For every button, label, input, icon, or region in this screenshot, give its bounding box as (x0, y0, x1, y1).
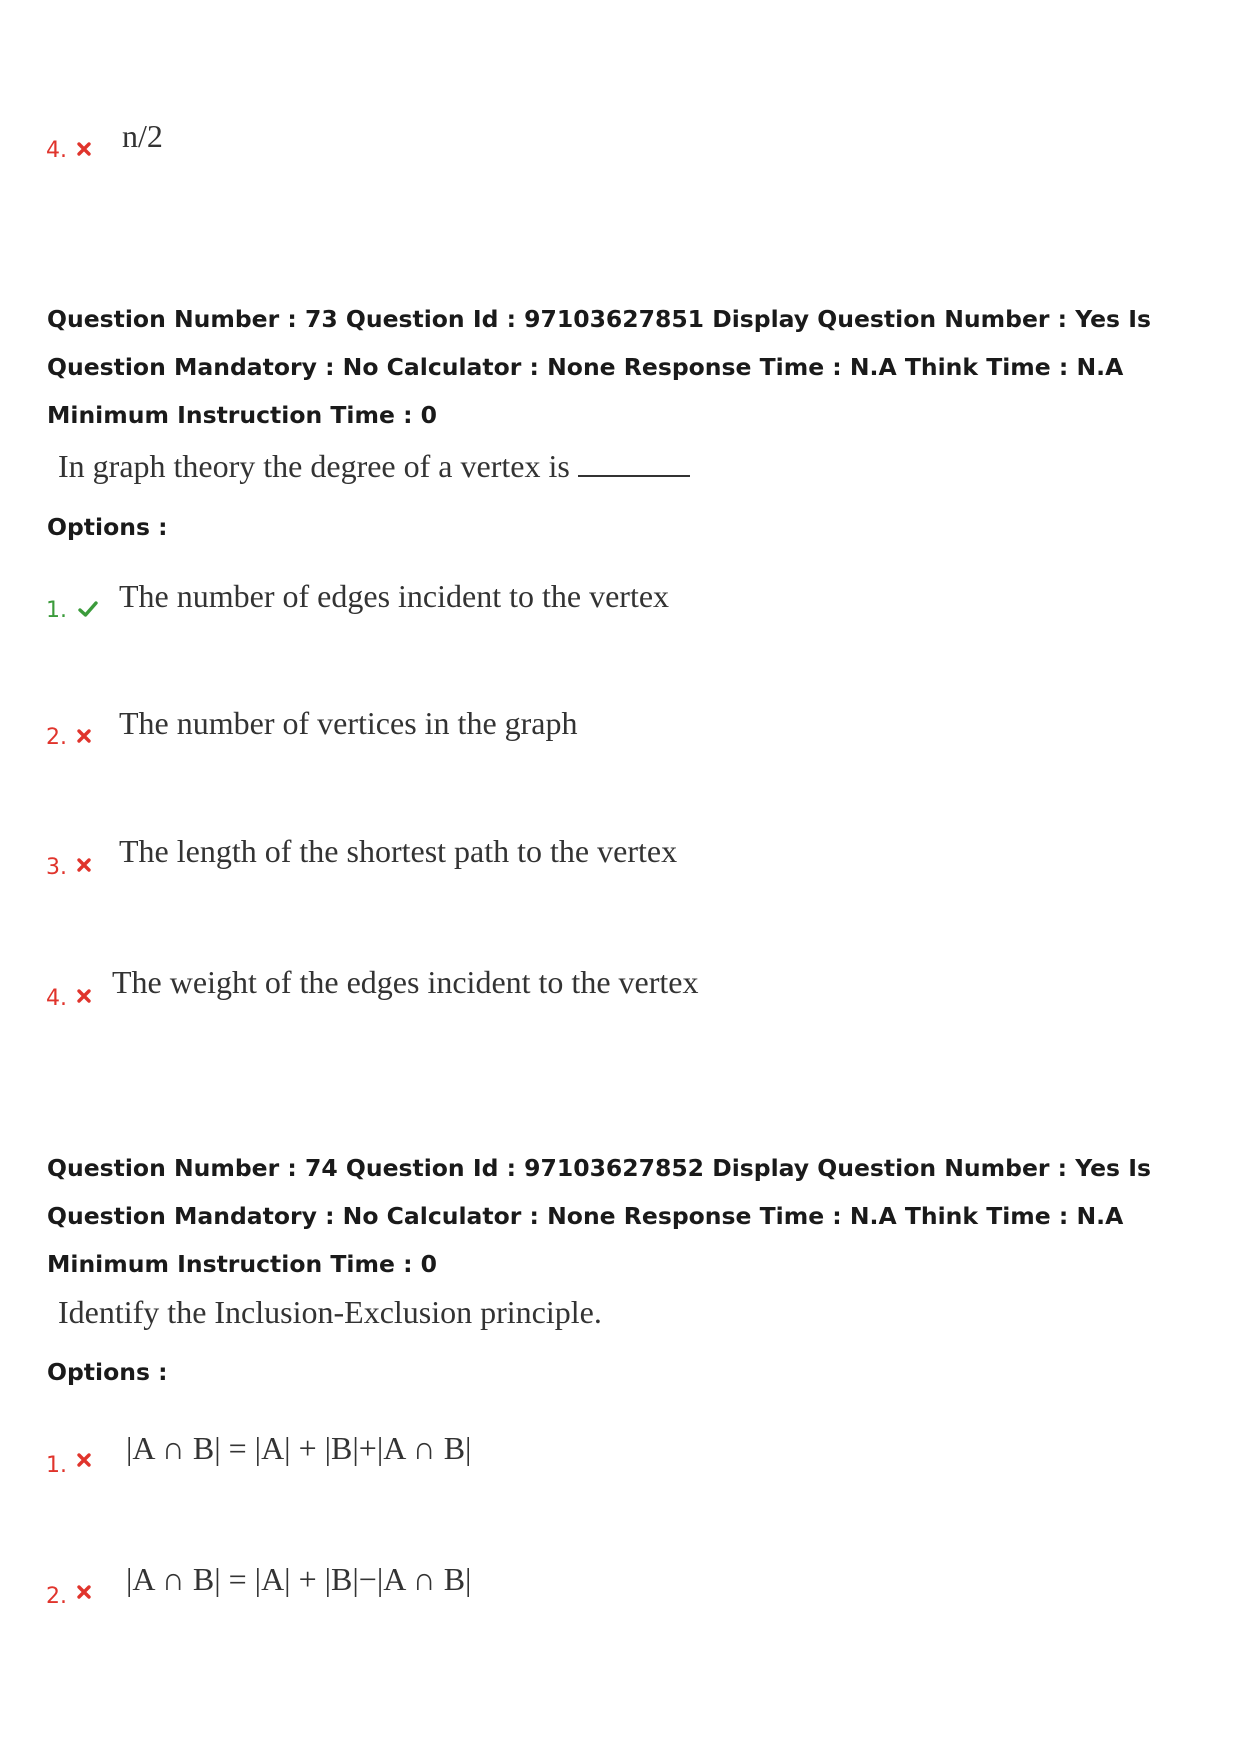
answer-blank (578, 449, 690, 477)
option-text: The number of edges incident to the vertex (119, 578, 670, 614)
option-text: The number of vertices in the graph (119, 705, 578, 741)
check-icon (78, 599, 98, 619)
options-label: Options : (47, 513, 168, 541)
option-number: 4. (46, 138, 67, 163)
options-label: Options : (47, 1358, 168, 1386)
option-text: The length of the shortest path to the vertex (119, 833, 678, 869)
option-text: n/2 (122, 118, 163, 154)
option-number: 1. (46, 1453, 67, 1478)
question-meta: Question Number : 74 Question Id : 97103627852 Display Question Number : Yes Is Question Mandatory : No Calculator : None Response Time : N.A Think Time : N.A Minimum Instruction Time : 0 (47, 1154, 1151, 1278)
cross-icon (74, 1450, 94, 1470)
option-number: 2. (46, 725, 67, 750)
question-text (58, 1294, 602, 1330)
option-2 (46, 1561, 1146, 1621)
option-number: 1. (46, 598, 67, 623)
question-meta: Question Number : 73 Question Id : 97103627851 Display Question Number : Yes Is Question Mandatory : No Calculator : None Response Time : N.A Think Time : N.A Minimum Instruction Time : 0 (47, 305, 1151, 429)
option-1 (46, 1430, 1146, 1490)
option-number: 2. (46, 1584, 67, 1609)
option-2 (46, 705, 1146, 765)
option-3 (46, 833, 1146, 893)
question-text (58, 448, 690, 484)
cross-icon (74, 986, 94, 1006)
option-text: |A ∩ B| = |A| + |B|−|A ∩ B| (126, 1561, 472, 1597)
cross-icon (74, 1582, 94, 1602)
option-4 (46, 964, 1146, 1024)
cross-icon (74, 139, 94, 159)
option-number: 4. (46, 986, 67, 1011)
cross-icon (74, 855, 94, 875)
question-text-body: Identify the Inclusion-Exclusion principle. (58, 1294, 602, 1330)
option-text: |A ∩ B| = |A| + |B|+|A ∩ B| (126, 1430, 472, 1466)
option-text: The weight of the edges incident to the vertex (112, 964, 699, 1000)
prev-option-4 (46, 118, 1146, 178)
option-1 (46, 578, 1146, 638)
option-number: 3. (46, 855, 67, 880)
cross-icon (74, 726, 94, 746)
question-text-body: In graph theory the degree of a vertex is (58, 448, 570, 484)
